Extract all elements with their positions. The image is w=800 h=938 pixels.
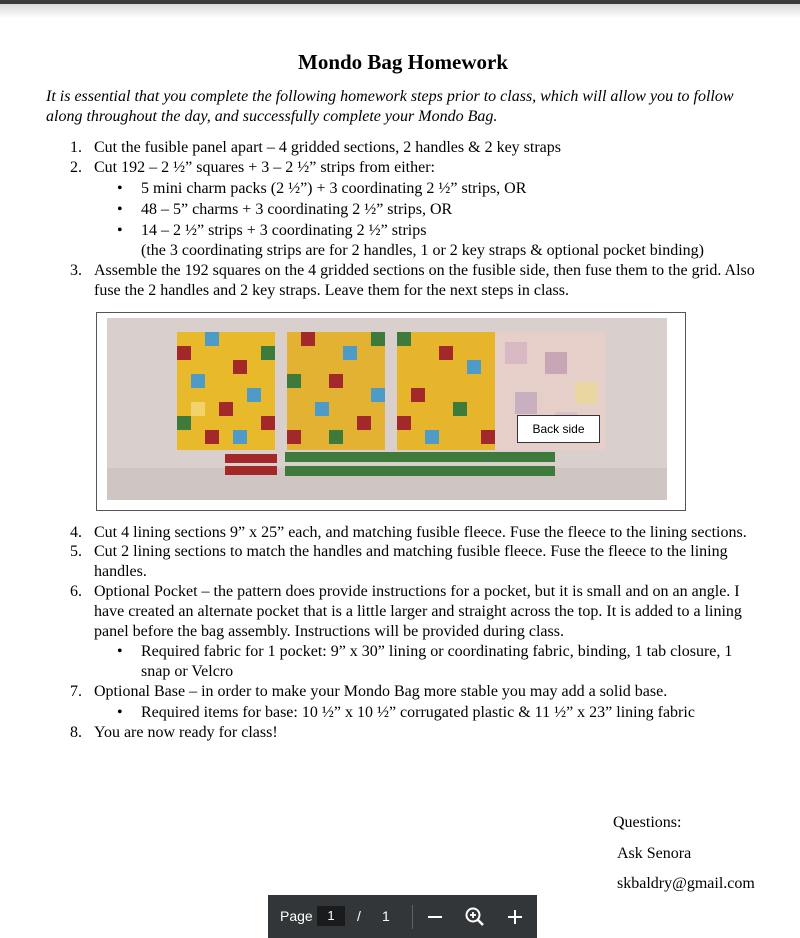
contact-name: Ask Senora [617, 845, 692, 862]
quilt-panel [287, 332, 385, 450]
bullet-icon: • [117, 643, 123, 660]
step-text: fuse the 2 handles and 2 key straps. Leave them for the next steps in class. [94, 282, 569, 299]
toolbar-divider [412, 905, 413, 929]
step-text: Optional Base – in order to make your Mondo Bag more stable you may add a solid base. [94, 683, 668, 700]
zoom-out-button[interactable] [421, 903, 449, 931]
bullet-text: snap or Velcro [141, 663, 234, 680]
step-text: handles. [94, 563, 147, 580]
back-side-label: Back side [517, 415, 600, 443]
page-title: Mondo Bag Homework [298, 50, 508, 74]
handle-strip [225, 466, 277, 475]
handle-strip [285, 466, 555, 476]
step-text: You are now ready for class! [94, 724, 278, 741]
step-number: 8. [70, 724, 82, 741]
bullet-text: Required fabric for 1 pocket: 9” x 30” lining or coordinating fabric, binding, 1 tab closure, 1 [141, 643, 733, 660]
step-text: Cut 4 lining sections 9” x 25” each, and matching fusible fleece. Fuse the fleece to the lining sections. [94, 524, 747, 541]
handle-strip [225, 454, 277, 463]
quilt-photo [107, 318, 667, 500]
bullet-icon: • [117, 704, 123, 721]
quilt-panel [177, 332, 275, 450]
bullet-icon: • [117, 201, 123, 218]
zoom-in-icon [461, 903, 489, 931]
step-number: 6. [70, 583, 82, 600]
plus-icon [501, 903, 529, 931]
bullet-text: 5 mini charm packs (2 ½”) + 3 coordinating 2 ½” strips, OR [141, 180, 527, 197]
step-number: 4. [70, 524, 82, 541]
bullet-text: 48 – 5” charms + 3 coordinating 2 ½” strips, OR [141, 201, 453, 218]
total-pages: 1 [382, 908, 390, 924]
step-text: Cut the fusible panel apart – 4 gridded sections, 2 handles & 2 key straps [94, 139, 562, 156]
fit-zoom-button[interactable] [461, 903, 489, 931]
step-number: 2. [70, 159, 82, 176]
step-number: 1. [70, 139, 82, 156]
step-number: 7. [70, 683, 82, 700]
step-text: Optional Pocket – the pattern does provide instructions for a pocket, but it is small and on an angle. I [94, 583, 740, 600]
zoom-in-button[interactable] [501, 903, 529, 931]
zoom-out-icon [421, 903, 449, 931]
contact-email: skbaldry@gmail.com [617, 875, 755, 892]
handle-strip [285, 452, 555, 462]
step-text: panel before the bag assembly. Instructions will be provided during class. [94, 623, 564, 640]
step-text: Assemble the 192 squares on the 4 gridded sections on the fusible side, then fuse them to the grid. Also [94, 262, 755, 279]
page-separator: / [357, 908, 361, 924]
bullet-text: Required items for base: 10 ½” x 10 ½” corrugated plastic & 11 ½” x 23” lining fabric [141, 704, 695, 721]
page-label: Page [280, 908, 313, 924]
window-top-shade [0, 4, 800, 18]
page-number-input[interactable]: 1 [317, 906, 345, 926]
step-number: 3. [70, 262, 82, 279]
step-text: Cut 192 – 2 ½” squares + 3 – 2 ½” strips from either: [94, 159, 435, 176]
bullet-icon: • [117, 180, 123, 197]
step-text: have created an alternate pocket that is a little larger and straight across the top. It is added to a lining [94, 603, 742, 620]
contact-heading: Questions: [613, 814, 682, 831]
quilt-panel [397, 332, 495, 450]
quilt-photo-frame [96, 312, 686, 511]
bullet-icon: • [117, 222, 123, 239]
step-number: 5. [70, 543, 82, 560]
step-text: Cut 2 lining sections to match the handles and matching fusible fleece. Fuse the fleece to the lining [94, 543, 728, 560]
intro-paragraph: It is essential that you complete the following homework steps prior to class, which will allow you to follow along throughout the day, and successfully complete your Mondo Bag. [46, 88, 734, 125]
step-note: (the 3 coordinating strips are for 2 handles, 1 or 2 key straps & optional pocket binding) [141, 242, 704, 259]
pdf-page-toolbar [268, 895, 537, 938]
bullet-text: 14 – 2 ½” strips + 3 coordinating 2 ½” strips [141, 222, 427, 239]
